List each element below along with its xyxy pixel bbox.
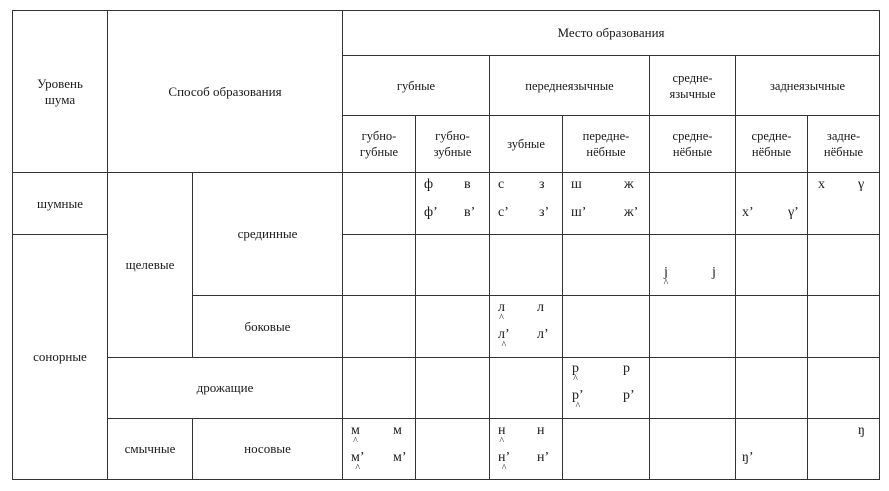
- phoneme-n: н: [537, 423, 545, 438]
- phoneme-s: с: [498, 177, 505, 192]
- voiceless-caret: ^: [499, 436, 505, 447]
- grid-cell: [342, 295, 416, 358]
- row-label-nasal-text: носовые: [244, 441, 291, 456]
- grid-cell: [735, 418, 808, 480]
- header-col-labiodental-text: губно-зубные: [433, 129, 472, 159]
- phoneme-r: р: [623, 361, 630, 376]
- row-label-sonorant-text: сонорные: [33, 349, 87, 364]
- phoneme-m-voiceless-mark: [351, 423, 360, 447]
- phoneme-m-voiceless-letter: м: [351, 423, 360, 438]
- phoneme-gamma: γ: [858, 177, 865, 192]
- phoneme-n-voiceless-mark: [498, 423, 506, 447]
- grid-cell: [415, 357, 490, 419]
- phoneme-ng-soft: ŋ’: [742, 450, 754, 465]
- header-group-middle-text: средне-язычные: [669, 70, 716, 101]
- row-label-lateral-text: боковые: [244, 318, 291, 334]
- phoneme-l-voiceless: [498, 300, 505, 324]
- phoneme-l-soft-voiceless: [498, 327, 510, 351]
- phoneme-r-soft: р’: [623, 388, 635, 403]
- grid-cell: [807, 234, 880, 296]
- grid-cell: [807, 295, 880, 358]
- phoneme-l: л: [537, 300, 544, 315]
- header-col-back-mid-palatal: [735, 115, 808, 173]
- grid-cell: [342, 172, 416, 235]
- phoneme-n-soft-voiceless-letter: н’: [498, 450, 511, 465]
- phoneme-z: з: [539, 177, 545, 192]
- header-group-labial: [342, 55, 490, 116]
- header-noise-level: [12, 10, 108, 173]
- voiceless-caret: ^: [663, 278, 669, 289]
- phoneme-l-voiceless-mark: [498, 300, 505, 324]
- header-place-text: Место образования: [557, 25, 665, 40]
- header-col-middle-palatal-text: средне-нёбные: [672, 129, 713, 159]
- phoneme-v: в: [464, 177, 471, 192]
- header-group-labial-text: губные: [396, 78, 436, 93]
- grid-cell: [489, 234, 563, 296]
- grid-cell: [489, 357, 563, 419]
- phoneme-n-soft: н’: [537, 450, 550, 465]
- phoneme-l-soft-voiceless-letter: л’: [498, 327, 510, 342]
- phoneme-f-soft: ф’: [424, 205, 438, 220]
- grid-cell: [562, 418, 650, 480]
- phoneme-kh-soft: х’: [742, 205, 754, 220]
- voiceless-caret: ^: [501, 463, 507, 474]
- phoneme-r-voiceless-mark: [572, 361, 579, 385]
- phoneme-zh: ж: [624, 177, 634, 192]
- phoneme-j: j: [712, 265, 716, 280]
- phoneme-m-soft-voiceless: [351, 450, 365, 474]
- voiceless-caret: ^: [355, 463, 361, 474]
- grid-cell: [735, 357, 808, 419]
- row-label-noisy-text: шумные: [36, 195, 84, 211]
- voiceless-caret: ^: [573, 374, 578, 385]
- header-group-back-text: заднеязычные: [769, 78, 846, 93]
- grid-cell: [562, 295, 650, 358]
- phoneme-r-soft-voiceless-mark: [572, 388, 584, 412]
- phoneme-r-voiceless-letter: р: [572, 361, 579, 376]
- phoneme-l-soft: л’: [537, 327, 549, 342]
- header-col-front-palatal: [562, 115, 650, 173]
- grid-cell: [415, 295, 490, 358]
- phoneme-r-soft-voiceless-letter: р’: [572, 388, 584, 403]
- phoneme-sh-soft: ш’: [571, 205, 587, 220]
- phoneme-j-voiceless-letter: j: [664, 265, 668, 280]
- grid-cell: [649, 295, 736, 358]
- phoneme-l-voiceless-letter: л: [498, 300, 505, 315]
- consonant-classification-table: [12, 10, 880, 480]
- phoneme-n-soft-voiceless-mark: [498, 450, 511, 474]
- phoneme-n-soft-voiceless: [498, 450, 511, 474]
- phoneme-m-voiceless: [351, 423, 360, 447]
- phoneme-j-voiceless-mark: [663, 265, 669, 289]
- voiceless-caret: ^: [501, 340, 507, 351]
- row-label-sonorant: [12, 234, 108, 480]
- phoneme-m-soft-voiceless-mark: [351, 450, 365, 474]
- header-group-back: [735, 55, 880, 116]
- phoneme-r-soft-voiceless: [572, 388, 584, 412]
- grid-cell: [807, 418, 880, 480]
- phoneme-v-soft: в’: [464, 205, 476, 220]
- header-col-front-palatal-text: передне-нёбные: [582, 129, 630, 159]
- grid-cell: [649, 357, 736, 419]
- phoneme-gamma-soft: γ’: [788, 205, 799, 220]
- grid-cell: [342, 357, 416, 419]
- grid-cell: [735, 172, 808, 235]
- header-manner-text: Способ образования: [168, 83, 282, 99]
- grid-cell: [562, 234, 650, 296]
- voiceless-caret: ^: [575, 401, 581, 412]
- phoneme-sh: ш: [571, 177, 582, 192]
- phoneme-j-voiceless: [663, 265, 669, 289]
- row-label-stop-text: смычные: [124, 441, 176, 456]
- header-group-front: [489, 55, 650, 116]
- row-label-nasal: [192, 418, 343, 480]
- grid-cell: [735, 234, 808, 296]
- phoneme-m-soft-voiceless-letter: м’: [351, 450, 365, 465]
- phoneme-ng: ŋ: [858, 423, 865, 438]
- grid-cell: [649, 172, 736, 235]
- row-label-trill-text: дрожащие: [196, 380, 254, 395]
- header-col-back-palatal: [807, 115, 880, 173]
- row-label-trill: [107, 357, 343, 419]
- header-noise-level-text: Уровень шума: [37, 75, 83, 107]
- header-col-bilabial-text: губно-губные: [359, 129, 399, 159]
- header-col-dental-text: зубные: [507, 137, 545, 151]
- grid-cell: [415, 234, 490, 296]
- header-col-back-mid-palatal-text: средне-нёбные: [751, 129, 792, 159]
- header-group-middle: [649, 55, 736, 116]
- phoneme-kh: х: [818, 177, 825, 192]
- phoneme-n-voiceless-letter: н: [498, 423, 506, 438]
- phoneme-m: м: [393, 423, 402, 438]
- row-label-stop: [107, 418, 193, 480]
- header-col-back-palatal-text: задне-нёбные: [823, 129, 864, 159]
- row-label-lateral: [192, 295, 343, 358]
- header-col-dental: [489, 115, 563, 173]
- phoneme-m-soft: м’: [393, 450, 407, 465]
- voiceless-caret: ^: [353, 436, 358, 447]
- row-label-noisy: [12, 172, 108, 235]
- phoneme-f: ф: [424, 177, 434, 192]
- row-label-fricative-text: щелевые: [125, 257, 175, 272]
- grid-cell: [342, 234, 416, 296]
- header-col-labiodental: [415, 115, 490, 173]
- phoneme-s-soft: с’: [498, 205, 509, 220]
- header-col-middle-palatal: [649, 115, 736, 173]
- header-col-bilabial: [342, 115, 416, 173]
- row-label-fricative: [107, 172, 193, 358]
- phoneme-zh-soft: ж’: [624, 205, 639, 220]
- row-label-median: [192, 172, 343, 296]
- phoneme-n-voiceless: [498, 423, 506, 447]
- phoneme-r-voiceless: [572, 361, 579, 385]
- row-label-median-text: срединные: [237, 226, 298, 241]
- header-manner: [107, 10, 343, 173]
- header-place: [342, 10, 880, 56]
- header-group-front-text: переднеязычные: [525, 78, 614, 93]
- grid-cell: [649, 418, 736, 480]
- phoneme-l-soft-voiceless-mark: [498, 327, 510, 351]
- grid-cell: [735, 295, 808, 358]
- phoneme-z-soft: з’: [539, 205, 550, 220]
- grid-cell: [415, 418, 490, 480]
- grid-cell: [807, 357, 880, 419]
- voiceless-caret: ^: [499, 313, 504, 324]
- grid-cell: [649, 234, 736, 296]
